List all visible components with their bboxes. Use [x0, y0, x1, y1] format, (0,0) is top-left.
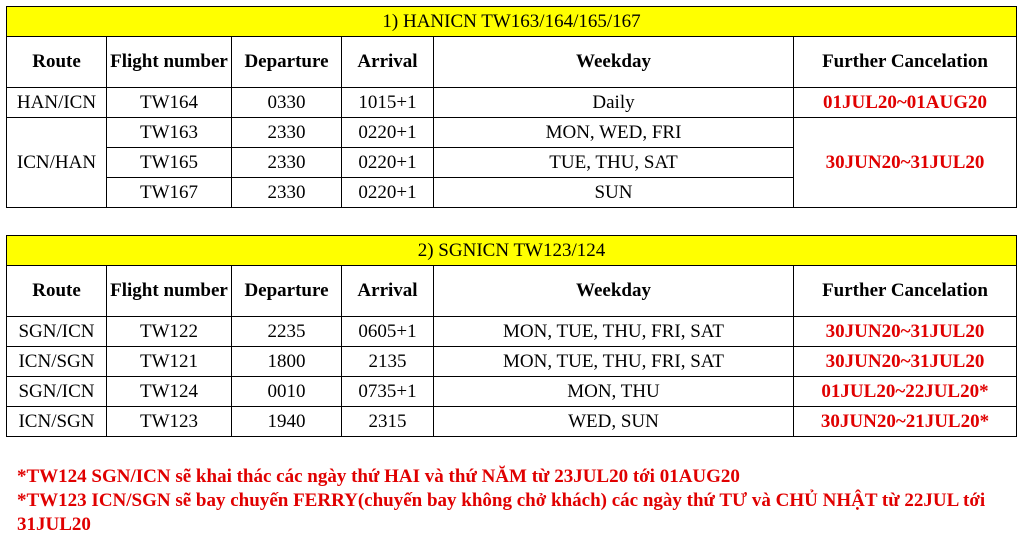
cell-flight: TW165: [107, 148, 232, 178]
table-title: 1) HANICN TW163/164/165/167: [7, 7, 1017, 37]
cell-flight: TW167: [107, 178, 232, 208]
cell-arrival: 0220+1: [342, 178, 434, 208]
cell-arrival: 1015+1: [342, 88, 434, 118]
table-row: [7, 347, 1017, 377]
cell-arrival: 0220+1: [342, 118, 434, 148]
cell-weekday: MON, TUE, THU, FRI, SAT: [434, 347, 794, 377]
cell-departure: 2235: [232, 317, 342, 347]
cell-weekday: MON, THU: [434, 377, 794, 407]
cell-departure: 2330: [232, 118, 342, 148]
cell-weekday: WED, SUN: [434, 407, 794, 437]
footnote-tw123: *TW123 ICN/SGN sẽ bay chuyến FERRY(chuyến bay không chở khách) các ngày thứ TƯ và CHỦ NHẬT từ 22JUL tới 31JUL20: [17, 490, 986, 535]
cell-departure: 2330: [232, 148, 342, 178]
cell-flight: TW121: [107, 347, 232, 377]
footnotes: [17, 465, 1017, 537]
table-row: [7, 407, 1017, 437]
table-row: [7, 377, 1017, 407]
cell-flight: TW123: [107, 407, 232, 437]
header-arrival: Arrival: [342, 37, 434, 88]
cell-cancel: 30JUN20~31JUL20: [794, 317, 1017, 347]
cell-cancel: 01JUL20~22JUL20*: [794, 377, 1017, 407]
footnote-tw124: *TW124 SGN/ICN sẽ khai thác các ngày thứ HAI và thứ NĂM từ 23JUL20 tới 01AUG20: [17, 466, 740, 487]
cell-weekday: Daily: [434, 88, 794, 118]
cell-weekday: MON, WED, FRI: [434, 118, 794, 148]
table-row: [7, 88, 1017, 118]
cell-cancel: 30JUN20~21JUL20*: [794, 407, 1017, 437]
header-route: Route: [7, 266, 107, 317]
header-flight-number: Flight number: [107, 37, 232, 88]
header-flight-number: Flight number: [107, 266, 232, 317]
cell-departure: 1940: [232, 407, 342, 437]
cell-arrival: 0605+1: [342, 317, 434, 347]
header-departure: Departure: [232, 266, 342, 317]
header-route: Route: [7, 37, 107, 88]
cell-departure: 2330: [232, 178, 342, 208]
cell-arrival: 0220+1: [342, 148, 434, 178]
cell-route: SGN/ICN: [7, 377, 107, 407]
cell-flight: TW124: [107, 377, 232, 407]
cell-cancel: 30JUN20~31JUL20: [794, 118, 1017, 208]
header-arrival: Arrival: [342, 266, 434, 317]
header-further-cancelation: Further Cancelation: [794, 37, 1017, 88]
table-row: [7, 317, 1017, 347]
table-row: [7, 118, 1017, 148]
cell-route: SGN/ICN: [7, 317, 107, 347]
cell-weekday: MON, TUE, THU, FRI, SAT: [434, 317, 794, 347]
cell-departure: 0010: [232, 377, 342, 407]
cell-cancel: 30JUN20~31JUL20: [794, 347, 1017, 377]
cell-arrival: 0735+1: [342, 377, 434, 407]
cell-route: ICN/SGN: [7, 347, 107, 377]
cell-flight: TW122: [107, 317, 232, 347]
cell-route: HAN/ICN: [7, 88, 107, 118]
cell-route: ICN/HAN: [7, 118, 107, 208]
table-title: 2) SGNICN TW123/124: [7, 236, 1017, 266]
cell-arrival: 2135: [342, 347, 434, 377]
header-further-cancelation: Further Cancelation: [794, 266, 1017, 317]
cell-arrival: 2315: [342, 407, 434, 437]
schedule-table-sgnicn: [6, 235, 1017, 437]
cell-flight: TW163: [107, 118, 232, 148]
header-weekday: Weekday: [434, 266, 794, 317]
cell-departure: 1800: [232, 347, 342, 377]
cell-route: ICN/SGN: [7, 407, 107, 437]
cell-weekday: TUE, THU, SAT: [434, 148, 794, 178]
schedule-table-hanicn: [6, 6, 1017, 208]
cell-weekday: SUN: [434, 178, 794, 208]
header-departure: Departure: [232, 37, 342, 88]
header-weekday: Weekday: [434, 37, 794, 88]
cell-flight: TW164: [107, 88, 232, 118]
cell-departure: 0330: [232, 88, 342, 118]
cell-cancel: 01JUL20~01AUG20: [794, 88, 1017, 118]
